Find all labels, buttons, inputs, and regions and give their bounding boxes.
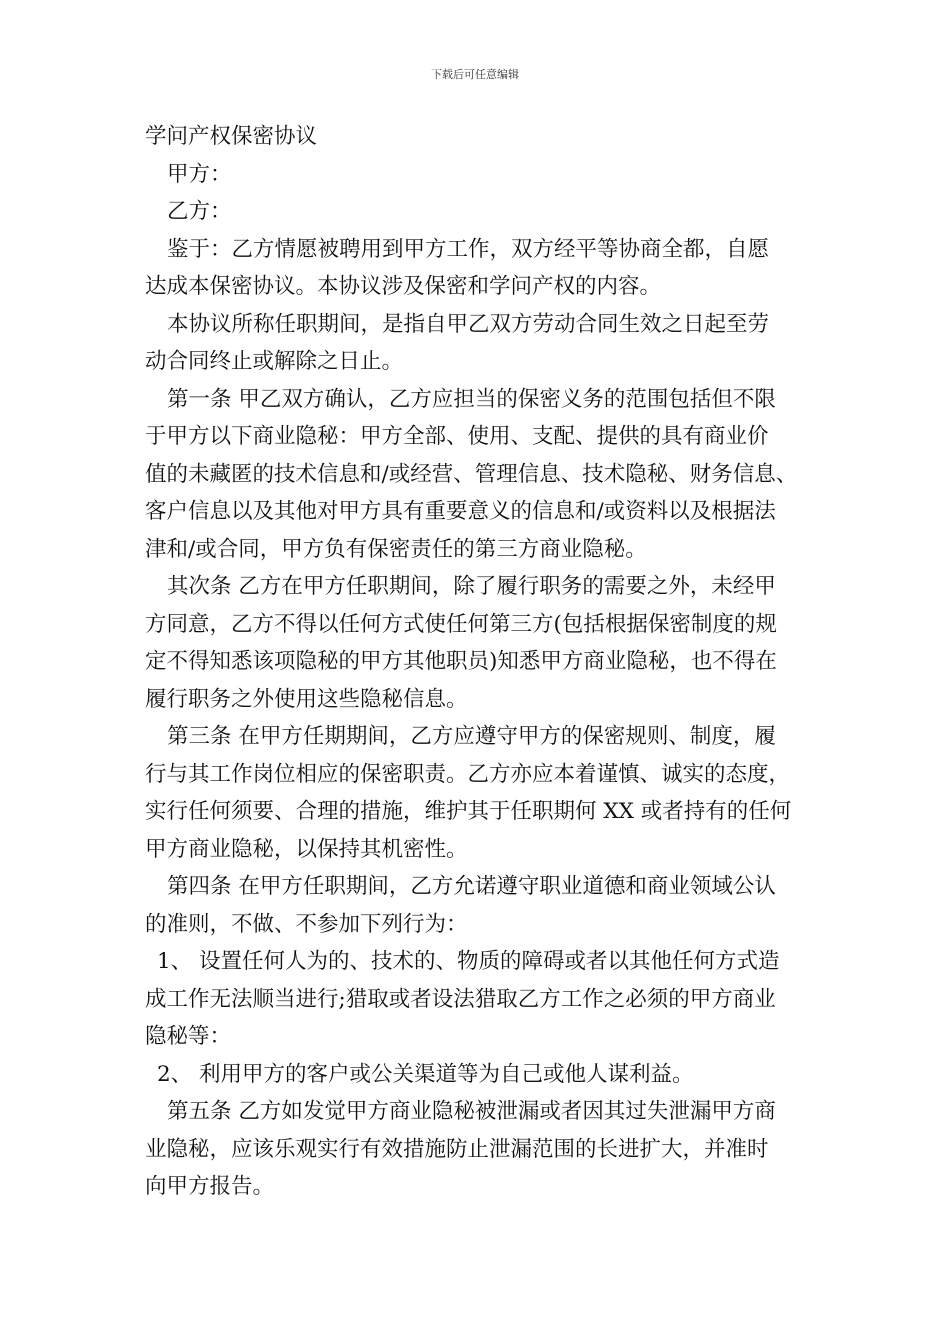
paragraph-line: 实行任何须要、合理的措施，维护其于任职期何 XX 或者持有的任何 [145, 799, 792, 824]
paragraph-line: 行与其工作岗位相应的保密职责。乙方亦应本着谨慎、诚实的态度， [145, 761, 791, 787]
paragraph-line: 向甲方报告。 [145, 1174, 275, 1199]
paragraph-line: 的准则，不做、不参加下列行为： [145, 911, 468, 937]
list-item-2 [145, 1056, 810, 1094]
paragraph-article-4 [145, 868, 810, 943]
list-item-line: 成工作无法顺当进行;猎取或者设法猎取乙方工作之必须的甲方商业 [145, 986, 776, 1012]
paragraph-article-5 [145, 1093, 810, 1206]
paragraph-line: 业隐秘，应该乐观实行有效措施防止泄漏范围的长进扩大，并准时 [145, 1136, 769, 1162]
paragraph-line: 本协议所称任职期间，是指自甲乙双方劳动合同生效之日起至劳 [167, 311, 770, 337]
header-note: 下载后可任意编辑 [431, 68, 519, 81]
paragraph-line: 甲方商业隐秘，以保持其机密性。 [145, 836, 468, 862]
paragraph-line: 方同意，乙方不得以任何方式使任何第三方(包括根据保密制度的规 [145, 611, 777, 637]
paragraph-line: 定不得知悉该项隐秘的甲方其他职员)知悉甲方商业隐秘，也不得在 [145, 649, 777, 674]
paragraph-line: 第一条 甲乙双方确认，乙方应担当的保密义务的范围包括但不限 [167, 386, 776, 412]
paragraph-line: 津和/或合同，甲方负有保密责任的第三方商业隐秘。 [145, 536, 647, 562]
paragraph-line: 值的未藏匿的技术信息和/或经营、管理信息、技术隐秘、财务信息、 [145, 461, 798, 487]
paragraph-line: 履行职务之外使用这些隐秘信息。 [145, 686, 468, 712]
paragraph-article-2 [145, 568, 810, 718]
paragraph-line: 客户信息以及其他对甲方具有重要意义的信息和/或资料以及根据法 [145, 499, 776, 524]
document-title: 学问产权保密协议 [145, 124, 318, 149]
paragraph-article-1 [145, 381, 810, 569]
paragraph-line: 动合同终止或解除之日止。 [145, 349, 404, 374]
paragraph-line: 其次条 乙方在甲方任职期间，除了履行职务的需要之外，未经甲 [167, 574, 776, 599]
document-body [145, 118, 810, 1206]
paragraph-line: 达成本保密协议。本协议涉及保密和学问产权的内容。 [145, 274, 662, 299]
paragraph-preamble [145, 231, 810, 306]
party-a-label: 甲方： [167, 161, 232, 187]
paragraph-line: 鉴于：乙方情愿被聘用到甲方工作，双方经平等协商全都，自愿 [167, 236, 770, 262]
list-item-line: 隐秘等： [145, 1024, 232, 1049]
paragraph-article-3 [145, 718, 810, 868]
paragraph-line: 第四条 在甲方任职期间，乙方允诺遵守职业道德和商业领域公认 [167, 874, 776, 899]
paragraph-term-definition [145, 306, 810, 381]
list-item-line: 1、 设置任何人为的、技术的、物质的障碍或者以其他任何方式造 [157, 949, 780, 974]
list-item-1 [145, 943, 810, 1056]
paragraph-line: 第五条 乙方如发觉甲方商业隐秘被泄漏或者因其过失泄漏甲方商 [167, 1099, 776, 1124]
paragraph-line: 于甲方以下商业隐秘：甲方全部、使用、支配、提供的具有商业价 [145, 424, 769, 449]
list-item-line: 2、 利用甲方的客户或公关渠道等为自己或他人谋利益。 [157, 1061, 694, 1087]
party-b-label: 乙方： [167, 199, 232, 224]
paragraph-line: 第三条 在甲方任期期间，乙方应遵守甲方的保密规则、制度，履 [167, 724, 776, 749]
